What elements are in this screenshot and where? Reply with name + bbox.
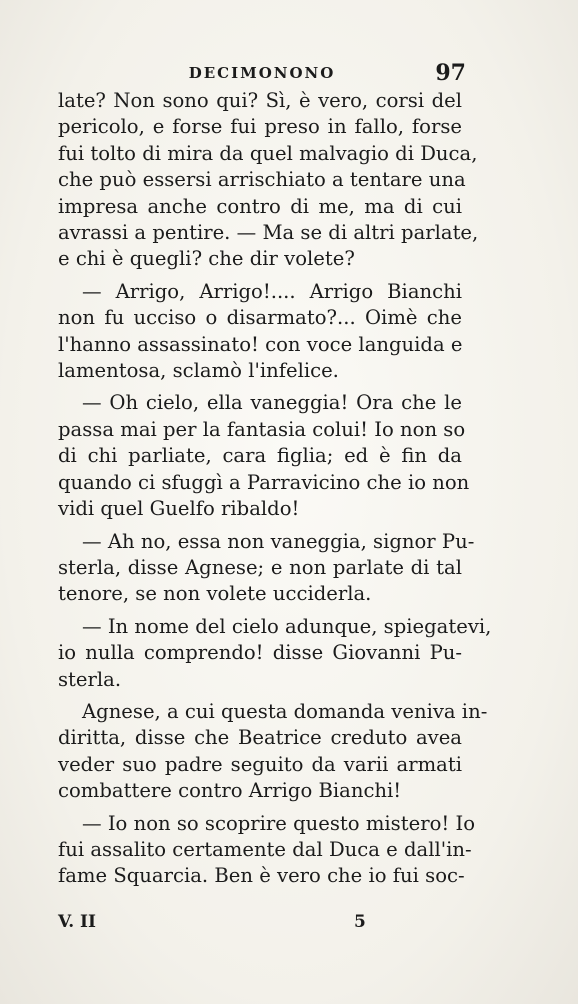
text-line: — In nome del cielo adunque, spiegatevi, bbox=[82, 614, 492, 638]
paragraph bbox=[58, 279, 462, 385]
volume-signature: V. II bbox=[58, 912, 96, 932]
text-line: fame Squarcia. Ben è vero che io fui soc- bbox=[58, 864, 465, 888]
text-line: tenore, se non volete ucciderla. bbox=[58, 582, 372, 606]
text-line: io nulla comprendo! disse Giovanni Pu- bbox=[58, 641, 462, 665]
text-line: passa mai per la fantasia colui! Io non so bbox=[58, 417, 466, 441]
text-line: late? Non sono qui? Sì, è vero, corsi del bbox=[58, 89, 462, 112]
running-head: DECIMONONO bbox=[188, 64, 336, 82]
text-line: impresa anche contro di me, ma di cui bbox=[58, 194, 462, 218]
text-line: diritta, disse che Beatrice creduto avea bbox=[58, 726, 462, 750]
text-line: pericolo, e forse fui preso in fallo, forse bbox=[58, 115, 462, 139]
text-line: sterla, disse Agnese; e non parlate di tal bbox=[58, 555, 462, 579]
text-line: — Ah no, essa non vaneggia, signor Pu- bbox=[82, 529, 475, 553]
text-line: quando ci sfuggì a Parravicino che io non bbox=[58, 470, 470, 494]
text-line: lamentosa, sclamò l'infelice. bbox=[58, 359, 339, 383]
text-line: e chi è quegli? che dir volete? bbox=[58, 247, 355, 271]
signature-number: 5 bbox=[354, 912, 366, 932]
text-line: — Io non so scoprire questo mistero! Io bbox=[82, 811, 476, 835]
text-line: sterla. bbox=[58, 667, 122, 691]
text-line: che può essersi arrischiato a tentare una bbox=[58, 168, 466, 192]
text-line: — Arrigo, Arrigo!.... Arrigo Bianchi bbox=[82, 279, 462, 303]
paragraph bbox=[58, 529, 475, 608]
page-footer bbox=[58, 912, 466, 938]
body-text bbox=[58, 88, 492, 890]
text-line: vidi quel Guelfo ribaldo! bbox=[58, 497, 300, 521]
text-line: di chi parliate, cara figlia; ed è fin da bbox=[58, 444, 462, 468]
text-line: avrassi a pentire. — Ma se di altri parlate, bbox=[58, 221, 479, 245]
paragraph bbox=[58, 390, 470, 522]
text-line: — Oh cielo, ella vaneggia! Ora che le bbox=[82, 391, 462, 415]
text-line: combattere contro Arrigo Bianchi! bbox=[58, 779, 402, 803]
paragraph bbox=[58, 88, 479, 273]
text-line: Agnese, a cui questa domanda veniva in- bbox=[82, 699, 488, 723]
text-line: veder suo padre seguito da varii armati bbox=[58, 752, 462, 776]
page-number: 97 bbox=[435, 60, 466, 86]
paragraph bbox=[58, 811, 476, 890]
text-line: fui tolto di mira da quel malvagio di Duca, bbox=[58, 141, 478, 165]
paragraph bbox=[58, 699, 488, 805]
text-line: fui assalito certamente dal Duca e dall'in- bbox=[58, 837, 472, 861]
page-header bbox=[58, 60, 466, 90]
text-line: non fu ucciso o disarmato?... Oimè che bbox=[58, 306, 462, 330]
paragraph bbox=[58, 614, 492, 693]
text-line: l'hanno assassinato! con voce languida e bbox=[58, 332, 463, 356]
